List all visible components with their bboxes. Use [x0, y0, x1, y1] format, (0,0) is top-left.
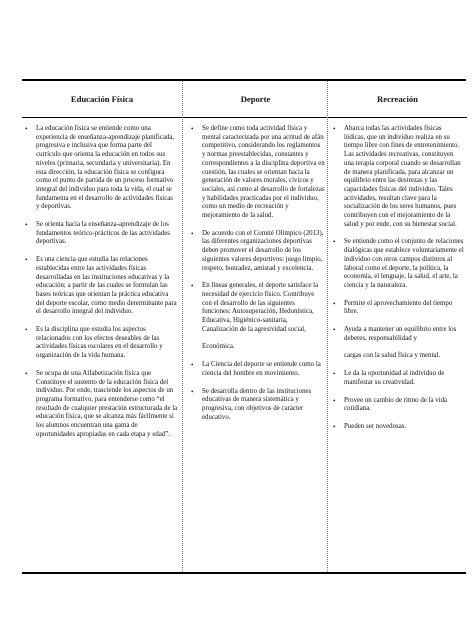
bullet-icon: • [191, 282, 194, 291]
list-item: cargas con la salud física y mental. [344, 352, 441, 360]
column-header-recreacion: Recreación [328, 81, 467, 118]
bullet-icon: • [25, 256, 28, 265]
list-item: • De acuerdo con el Comité Olímpico (2013), las diferentes organizaciones deportivas deben promover el desarrollo de los siguientes valores deportivos: juego limpio, respeto, honradez, amistad y excelencia. [191, 229, 324, 272]
list-item: • Es una ciencia que estudia las relaciones establecidas entre las actividades físicas desarrolladas en las instituciones educativas y la educación; a partir de las cuales se formulan las bases teóricas que orientan la práctica educativa del deporte escolar, como medio determinante para el desarrollo integral del individuo. [25, 256, 177, 316]
bullet-icon: • [333, 125, 336, 133]
top-blank-area [0, 0, 474, 40]
list-item: • Abarca todas las actividades físicas lúdicas, que un individuo realiza en su tiempo libre con fines de entretenimiento. Las actividades recreativas, constituyen una terapia corporal cuando se desarrollan de manera planificada, para alcanzar un equilibrio entre las destrezas y las capacidades físicas del individuo. Tales actividades, resultan clave para la socialización de los seres humanos, pues contribuyen con el mejoramiento de la salud y por ende, con su bienestar social. [333, 125, 461, 228]
bullet-icon: • [333, 238, 336, 247]
bullet-icon: • [191, 229, 194, 238]
list-item: • Es la disciplina que estudia los aspectos relacionados con los efectos deseables de las actividades físicas escolares en el desarrollo y organización de la vida humana. [25, 326, 163, 360]
educacion-fisica-list [25, 125, 178, 449]
column-header-educacion-fisica: Educación Física [22, 81, 182, 118]
deporte-list [191, 125, 325, 431]
bullet-icon: • [333, 422, 336, 431]
list-item: • Provee un cambio de ritmo de la vida cotidiana. [333, 396, 448, 413]
column-header-deporte: Deporte [183, 81, 328, 118]
list-item: • Se ocupa de una Alfabetización física que Constituye el sustento de la educación física del individuo. Por ende, trasciende los aspectos de un programa formativo, para entenderse como “el resultado de cualquier prestación estructurada de la educación física, que se alcanza más fácilmente si los alumnos encuentran una gama de oportunidades apropiadas en cada etapa y edad”. [25, 369, 178, 438]
bullet-icon: • [25, 369, 28, 378]
bullet-icon: • [191, 387, 194, 396]
list-item: • Se desarrolla dentro de las instituciones educativas de manera sistemática y progresiva, con objetivos de carácter educativo. [191, 387, 312, 421]
column-educacion-fisica [22, 81, 182, 572]
list-item: • La educación física se entiende como una experiencia de enseñanza-aprendizaje planificada, progresiva e inclusiva que forma parte del currículo que orienta la educación en todos sus niveles (primaria, secundaria y universitaria). En esta dirección, la educación física se configura como el punto de partida de un proceso formativo integral del individuo para toda la vida, el cual se fundamenta en el desarrollo de actividades físicas y deportivas. [25, 125, 175, 211]
list-item: • Se define como toda actividad física y mental caracterizada por una actitud de afán competitivo, considerando los reglamentos y normas preestablecidas, constantes y correspondientes a la disciplina deportiva en cuestión, las cuales se orientan hacia la generación de valores morales, cívicos y sociales, así como al desarrollo de fortalezas y habilidades practicadas por el individuo, como un medio de recreación y mejoramiento de la salud. [191, 125, 325, 220]
list-item: • Se entiende como el conjunto de relaciones dialógicas que establece voluntariamente el individuo con otros campos distintos al laboral como el deporte, la política, la economía, el lenguaje, la salud, el arte, la ciencia y la naturaleza. [333, 238, 464, 289]
bullet-icon: • [191, 361, 194, 370]
bullet-icon: • [25, 221, 28, 230]
list-item: • En líneas generales, el deporte satisface la necesidad de ejercicio físico. Contribuye con el desarrollo de las siguientes funciones: Autosuperación, Hedonística, Educativa, Higiénico-sanitaria, Canalización de la agresividad social, [191, 282, 319, 333]
bullet-icon: • [25, 125, 28, 133]
bullet-icon: • [333, 396, 336, 405]
list-item: • Se orienta hacia la enseñanza-aprendizaje de los fundamentos teórico-prácticos de las actividades deportivas. [25, 221, 170, 246]
comparison-table [22, 79, 466, 574]
bullet-icon: • [333, 370, 336, 379]
list-item: • Permite el aprovechamiento del tiempo libre. [333, 299, 453, 316]
list-item: • Ayuda a mantener un equilibrio entre los deberes, responsabilidad y [333, 326, 457, 342]
column-deporte [182, 81, 328, 572]
column-recreacion [327, 81, 467, 572]
bullet-icon: • [25, 326, 28, 335]
list-item: Económica. [202, 343, 235, 351]
bullet-icon: • [191, 125, 194, 133]
list-item: • Pueden ser novedosas. [333, 422, 407, 431]
bullet-icon: • [333, 299, 336, 308]
list-item: • Le da la oportunidad al individuo de manifestar su creatividad. [333, 370, 445, 386]
list-item: • La Ciencia del deporte se entiende como la ciencia del hombre en movimiento. [191, 361, 321, 377]
recreacion-list [333, 125, 464, 441]
bullet-icon: • [333, 326, 336, 335]
